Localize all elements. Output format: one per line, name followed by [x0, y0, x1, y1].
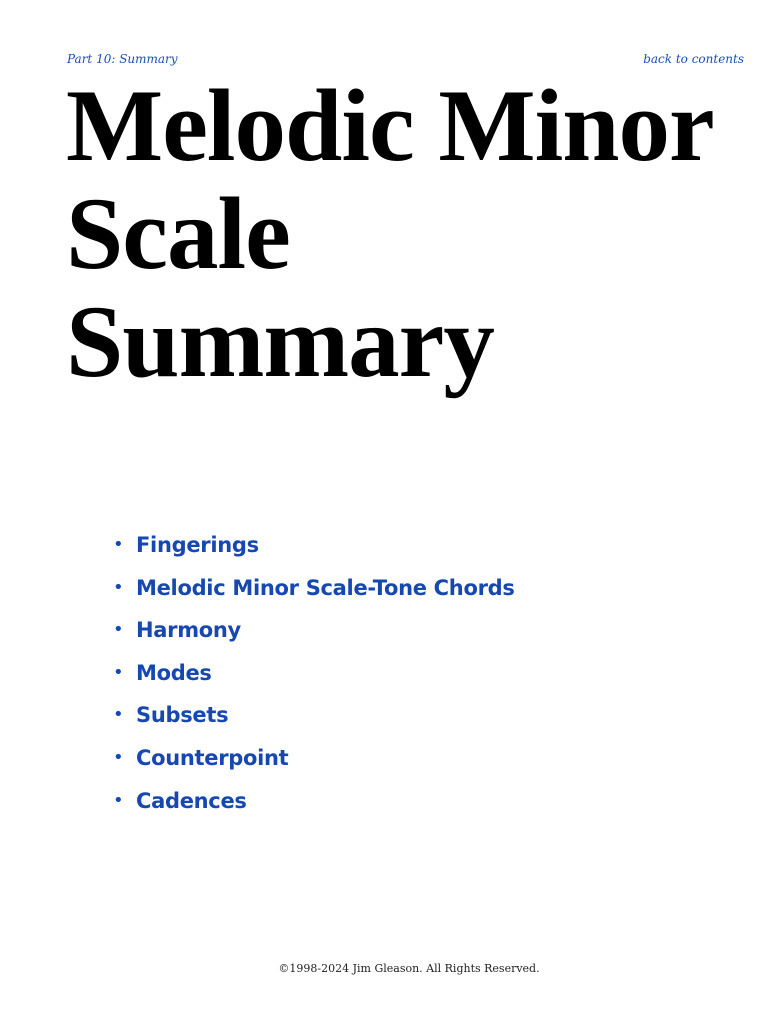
- bullet-icon: •: [113, 534, 124, 555]
- topic-link-modes[interactable]: Modes: [136, 660, 212, 685]
- list-item: [110, 609, 515, 652]
- bullet-icon: •: [113, 704, 124, 726]
- topic-link-harmony[interactable]: Harmony: [136, 618, 241, 643]
- list-item: [110, 780, 515, 823]
- topic-link-counterpoint[interactable]: Counterpoint: [136, 745, 289, 770]
- topic-link-subsets[interactable]: Subsets: [136, 703, 229, 728]
- bullet-icon: •: [113, 576, 124, 598]
- page-title-line-1: Melodic Minor: [66, 69, 714, 183]
- list-item: [110, 652, 515, 695]
- page-title-line-2: Scale: [66, 177, 290, 291]
- section-label: Part 10: Summary: [67, 52, 178, 66]
- topic-list: [110, 524, 515, 822]
- topic-link-fingerings[interactable]: Fingerings: [136, 533, 259, 557]
- bullet-icon: •: [113, 746, 124, 768]
- bullet-icon: •: [113, 619, 124, 641]
- topic-link-scale-tone-chords[interactable]: Melodic Minor Scale-Tone Chords: [136, 575, 515, 600]
- copyright-footer: ©1998-2024 Jim Gleason. All Rights Reserved.: [278, 962, 540, 975]
- topic-link-cadences[interactable]: Cadences: [136, 788, 247, 813]
- list-item: [110, 567, 515, 610]
- page-title-line-3: Summary: [66, 285, 494, 399]
- list-item: [110, 524, 515, 567]
- list-item: [110, 694, 515, 737]
- bullet-icon: •: [113, 789, 124, 811]
- list-item: [110, 737, 515, 780]
- page-title: [66, 69, 714, 399]
- back-to-contents-link[interactable]: back to contents: [643, 52, 744, 66]
- bullet-icon: •: [113, 661, 124, 683]
